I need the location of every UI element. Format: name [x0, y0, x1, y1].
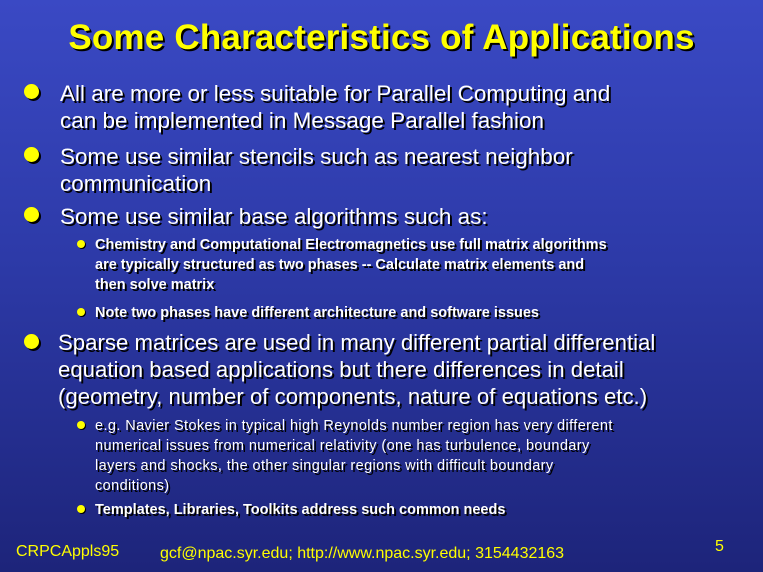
sub-bullet-text	[95, 416, 613, 496]
bullet-text	[60, 203, 488, 230]
bullet-line: communication	[60, 171, 212, 196]
bullet-text	[58, 329, 655, 410]
sub-bullet-line: conditions)	[95, 478, 170, 494]
bullet-line: Sparse matrices are used in many different partial differential	[58, 330, 656, 355]
sub-bullet-line: Chemistry and Computational Electromagnetics use full matrix algorithms	[95, 237, 607, 253]
bullet-text	[60, 80, 610, 134]
bullet-line: All are more or less suitable for Parallel Computing and	[60, 81, 611, 106]
sub-bullet-text	[95, 500, 505, 520]
sub-bullet-dot	[77, 240, 85, 248]
sub-bullet-line: then solve matrix	[95, 277, 215, 293]
sub-bullet-dot	[77, 308, 85, 316]
footer-left-label: CRPCAppls95	[16, 543, 120, 560]
bullet-text	[60, 143, 573, 197]
bullet-dot	[24, 334, 39, 349]
bullet-line: equation based applications but there differences in detail	[58, 357, 624, 382]
slide-title: Some Characteristics of Applications	[68, 18, 695, 57]
sub-bullet-line: Note two phases have different architecture and software issues	[95, 305, 539, 321]
bullet-dot	[24, 147, 39, 162]
bullet-line: (geometry, number of components, nature of equations etc.)	[58, 384, 648, 409]
sub-bullet-line: e.g. Navier Stokes in typical high Reynolds number region has very different	[95, 418, 613, 434]
footer-contact: gcf@npac.syr.edu; http://www.npac.syr.edu; 3154432163	[160, 545, 565, 562]
page-number: 5	[715, 538, 724, 555]
sub-bullet-line: numerical issues from numerical relativity (one has turbulence, boundary	[95, 438, 590, 454]
bullet-line: can be implemented in Message Parallel fashion	[60, 108, 545, 133]
bullet-line: Some use similar base algorithms such as:	[60, 204, 488, 229]
sub-bullet-dot	[77, 421, 85, 429]
bullet-dot	[24, 84, 39, 99]
bullet-dot	[24, 207, 39, 222]
sub-bullet-line: layers and shocks, the other singular regions with difficult boundary	[95, 458, 554, 474]
sub-bullet-line: are typically structured as two phases -- Calculate matrix elements and	[95, 257, 585, 273]
bullet-line: Some use similar stencils such as nearest neighbor	[60, 144, 573, 169]
sub-bullet-dot	[77, 505, 85, 513]
sub-bullet-line: Templates, Libraries, Toolkits address such common needs	[95, 502, 506, 518]
sub-bullet-text	[95, 235, 607, 295]
sub-bullet-text	[95, 303, 539, 323]
